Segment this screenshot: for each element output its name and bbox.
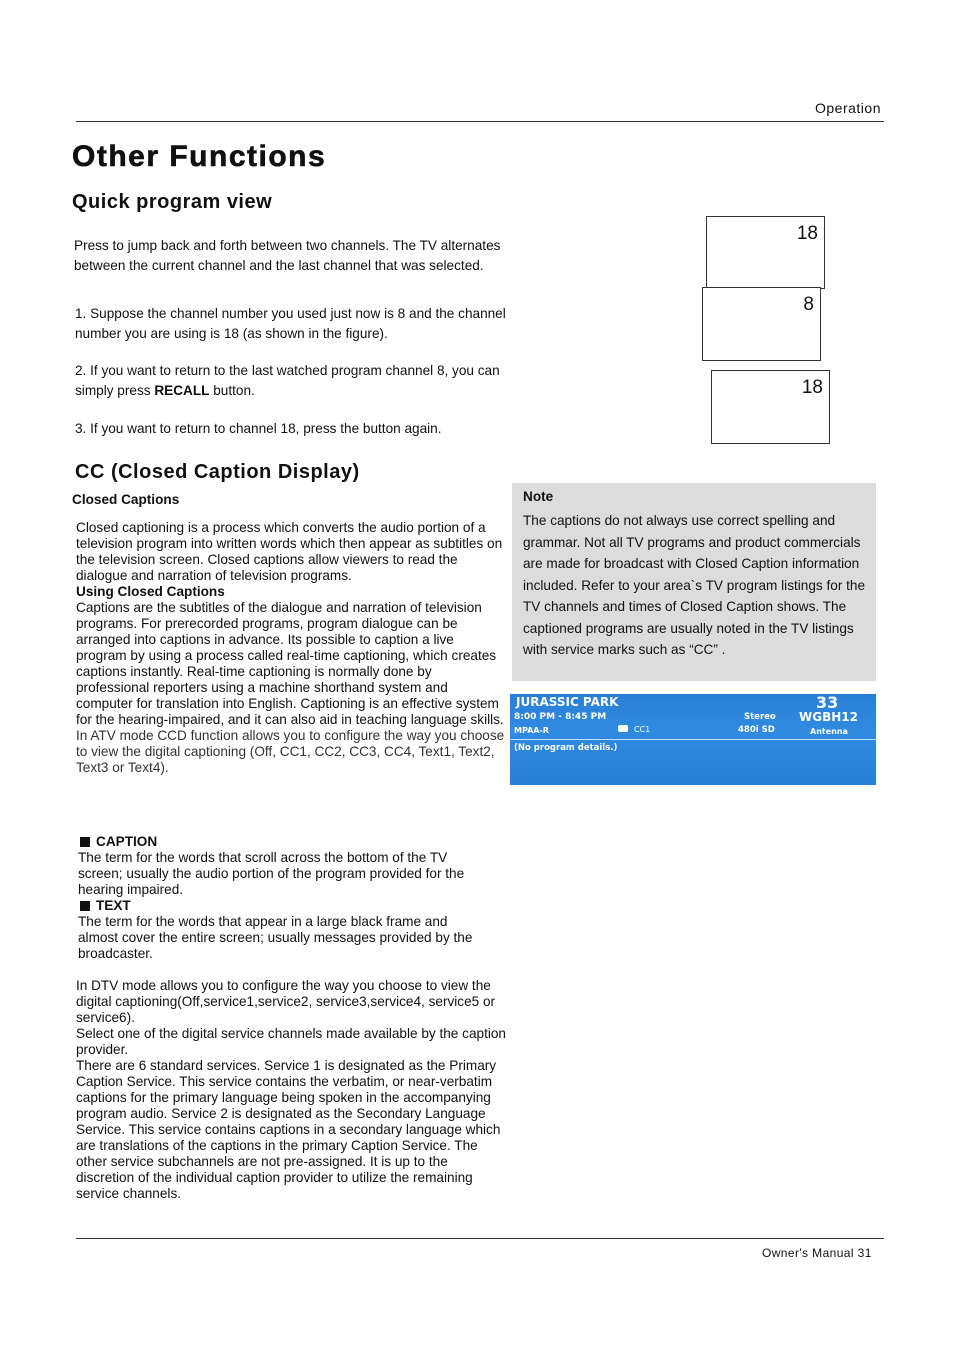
note-box: [512, 483, 876, 681]
banner-divider: [510, 739, 876, 740]
cc-subheading: Closed Captions: [72, 492, 180, 507]
quick-view-step2: 2. If you want to return to the last watched program channel 8, you can simply press RECALL button.: [75, 363, 500, 398]
video-resolution: 480i SD: [738, 725, 775, 735]
section-label: Operation: [815, 100, 881, 116]
note-text: The captions do not always use correct spelling and grammar. Not all TV programs and product commercials are made for broadcast with Closed Caption information included. Refer to your area`s TV program listings for the TV channels and times of Closed Caption shows. The captioned programs are usually noted in the TV listings with service marks such as “CC” .: [523, 513, 866, 657]
tv-info-banner: [510, 694, 876, 785]
page-footer: Owner's Manual 31: [762, 1246, 872, 1260]
text-text: The term for the words that appear in a large black frame and almost cover the entire screen; usually messages provided by the broadcaster.: [78, 914, 473, 961]
cc-body-block: [76, 520, 506, 776]
channel-screen-current: 18: [706, 216, 825, 289]
channel-screen-recalled: 18: [711, 370, 830, 444]
cc-para2: Captions are the subtitles of the dialogue and narration of television programs. For prerecorded programs, program dialogue can be arranged into captions in advance. Its possible to caption a live program by using a process called real-time captioning, which creates captions instantly. Real-time captioning is normally done by professional reporters using a machine shorthand system and computer for translation into English. Captioning is an effective system for the hearing-impaired, and it can also aid in teaching language skills.: [76, 600, 504, 727]
dtv-para3: There are 6 standard services. Service 1 is designated as the Primary Caption Service. This service contains the verbatim, or near-verbatim captions for the primary language being spoken in the accompanying program audio. Service 2 is designated as the Secondary Language Service. This service contains captions in a secondary language which are translations of the captions in the primary Caption Service. The other service subchannels are not pre-assigned. It is up to the discretion of the individual caption provider to utilize the remaining service channels.: [76, 1058, 501, 1201]
dtv-para2: Select one of the digital service channels made available by the caption provider.: [76, 1026, 506, 1057]
program-details: (No program details.): [514, 743, 618, 753]
square-bullet-icon: [80, 901, 90, 911]
bottom-rule: [76, 1238, 884, 1239]
page-title: Other Functions: [72, 140, 327, 173]
station-name: WGBH12: [799, 710, 858, 724]
note-label: Note: [523, 489, 554, 504]
signal-source: Antenna: [810, 727, 848, 736]
square-bullet-icon: [80, 837, 90, 847]
quick-view-step3: 3. If you want to return to channel 18, press the button again.: [75, 421, 442, 436]
program-rating: MPAA-R: [514, 726, 549, 735]
cc-icon: [618, 725, 628, 732]
quick-view-heading: Quick program view: [72, 191, 273, 213]
quick-view-intro: Press to jump back and forth between two channels. The TV alternates between the current channel and the last channel that was selected.: [74, 238, 501, 273]
channel-screen-previous: 8: [702, 287, 821, 361]
program-time: 8:00 PM - 8:45 PM: [514, 712, 607, 722]
caption-label: CAPTION: [80, 834, 510, 850]
cc-indicator: CC1: [618, 725, 650, 734]
channel-number: 33: [816, 694, 839, 712]
text-label: TEXT: [80, 898, 510, 914]
caption-text: The term for the words that scroll across the bottom of the TV screen; usually the audio portion of the program provided for the hearing impaired.: [78, 850, 465, 897]
cc-para1: Closed captioning is a process which converts the audio portion of a television program into written words which then appear as subtitles on the television screen. Closed captions allow viewers to read the dialogue and narration of television programs.: [76, 520, 503, 583]
cc-heading: CC (Closed Caption Display): [75, 461, 360, 483]
top-rule: [76, 121, 884, 122]
caption-block: [78, 834, 508, 962]
program-title: JURASSIC PARK: [516, 695, 619, 709]
dtv-block: [76, 978, 506, 1202]
quick-view-step1: 1. Suppose the channel number you used just now is 8 and the channel number you are using is 18 (as shown in the figure).: [75, 306, 506, 341]
dtv-para1: In DTV mode allows you to configure the way you choose to view the digital captioning(Off,service1,service2, service3,service4, service5 or service6).: [76, 978, 496, 1025]
using-cc-heading: Using Closed Captions: [76, 584, 225, 599]
audio-mode: Stereo: [744, 712, 776, 722]
recall-key: RECALL: [154, 382, 210, 398]
cc-para3: In ATV mode CCD function allows you to configure the way you choose to view the digital captioning (Off, CC1, CC2, CC3, CC4, Text1, Text2, Text3 or Text4).: [76, 728, 505, 775]
